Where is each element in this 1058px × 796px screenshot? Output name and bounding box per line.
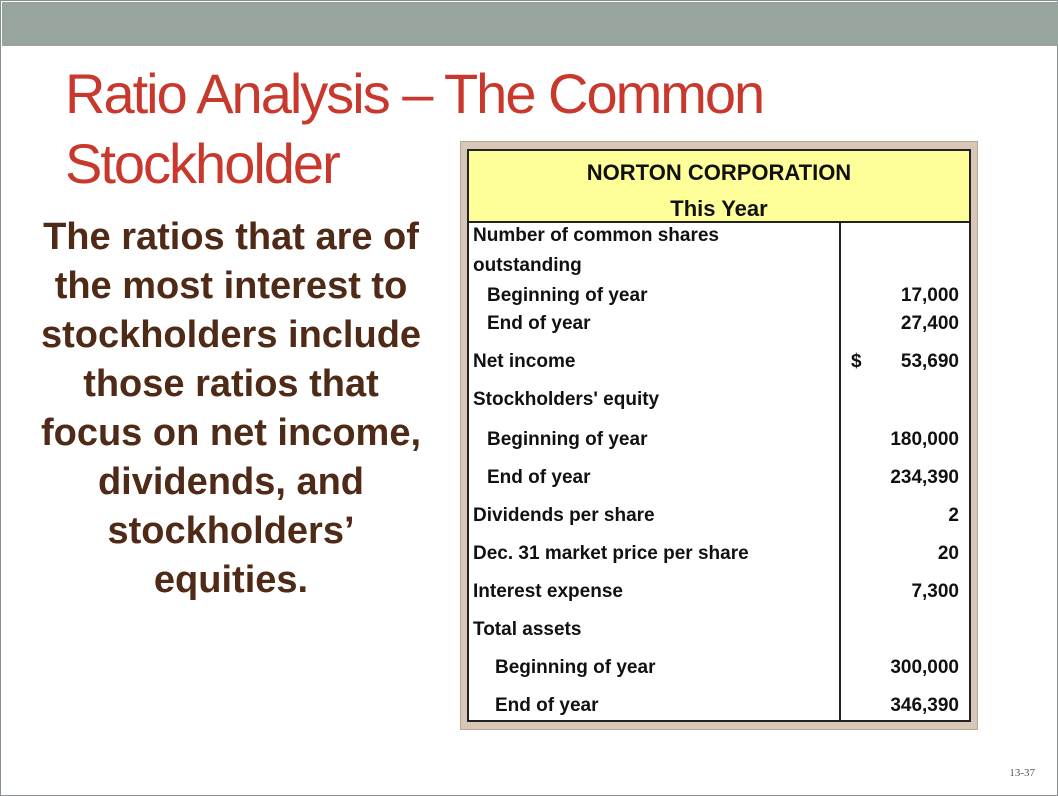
- row-label: End of year: [495, 695, 599, 716]
- table-column-divider: [839, 223, 841, 720]
- slide-top-bar: [2, 2, 1058, 46]
- financial-table: [467, 149, 971, 722]
- row-label: outstanding: [473, 255, 582, 276]
- table-header: [469, 151, 969, 223]
- table-company-name: NORTON CORPORATION: [586, 160, 852, 185]
- row-value: 180,000: [890, 429, 959, 450]
- row-label: Interest expense: [473, 581, 623, 602]
- slide-title-line-2: Stockholder: [65, 132, 339, 195]
- row-value: 7,300: [911, 581, 959, 602]
- row-label: Dec. 31 market price per share: [473, 543, 749, 564]
- row-value: 346,390: [890, 695, 959, 716]
- page-number: 13-37: [1009, 767, 1035, 779]
- row-value: 53,690: [900, 351, 959, 372]
- row-value: 300,000: [890, 657, 959, 678]
- row-value: 2: [948, 505, 959, 526]
- row-value: 234,390: [890, 467, 959, 488]
- row-label: Dividends per share: [473, 505, 655, 526]
- slide-title-line-1: Ratio Analysis – The Common: [65, 62, 764, 125]
- row-value: 20: [937, 543, 959, 564]
- row-label: Stockholders' equity: [473, 389, 660, 410]
- row-label: End of year: [487, 467, 591, 488]
- row-label: Net income: [473, 351, 576, 372]
- row-label: Beginning of year: [487, 285, 648, 306]
- row-label: Total assets: [473, 619, 582, 640]
- row-label: Beginning of year: [495, 657, 656, 678]
- financial-table-frame: [460, 141, 978, 730]
- row-currency-symbol: $: [851, 351, 862, 372]
- row-label: Beginning of year: [487, 429, 648, 450]
- slide-body-text: The ratios that are of the most interest to stockholders include those ratios that focus on net income, dividends, and stockholders’ equities.: [40, 216, 422, 601]
- table-body: [469, 223, 969, 720]
- row-label: End of year: [487, 313, 591, 334]
- row-value: 27,400: [900, 313, 959, 334]
- table-period: This Year: [670, 196, 768, 221]
- row-label: Number of common shares: [473, 225, 719, 246]
- row-value: 17,000: [900, 285, 959, 306]
